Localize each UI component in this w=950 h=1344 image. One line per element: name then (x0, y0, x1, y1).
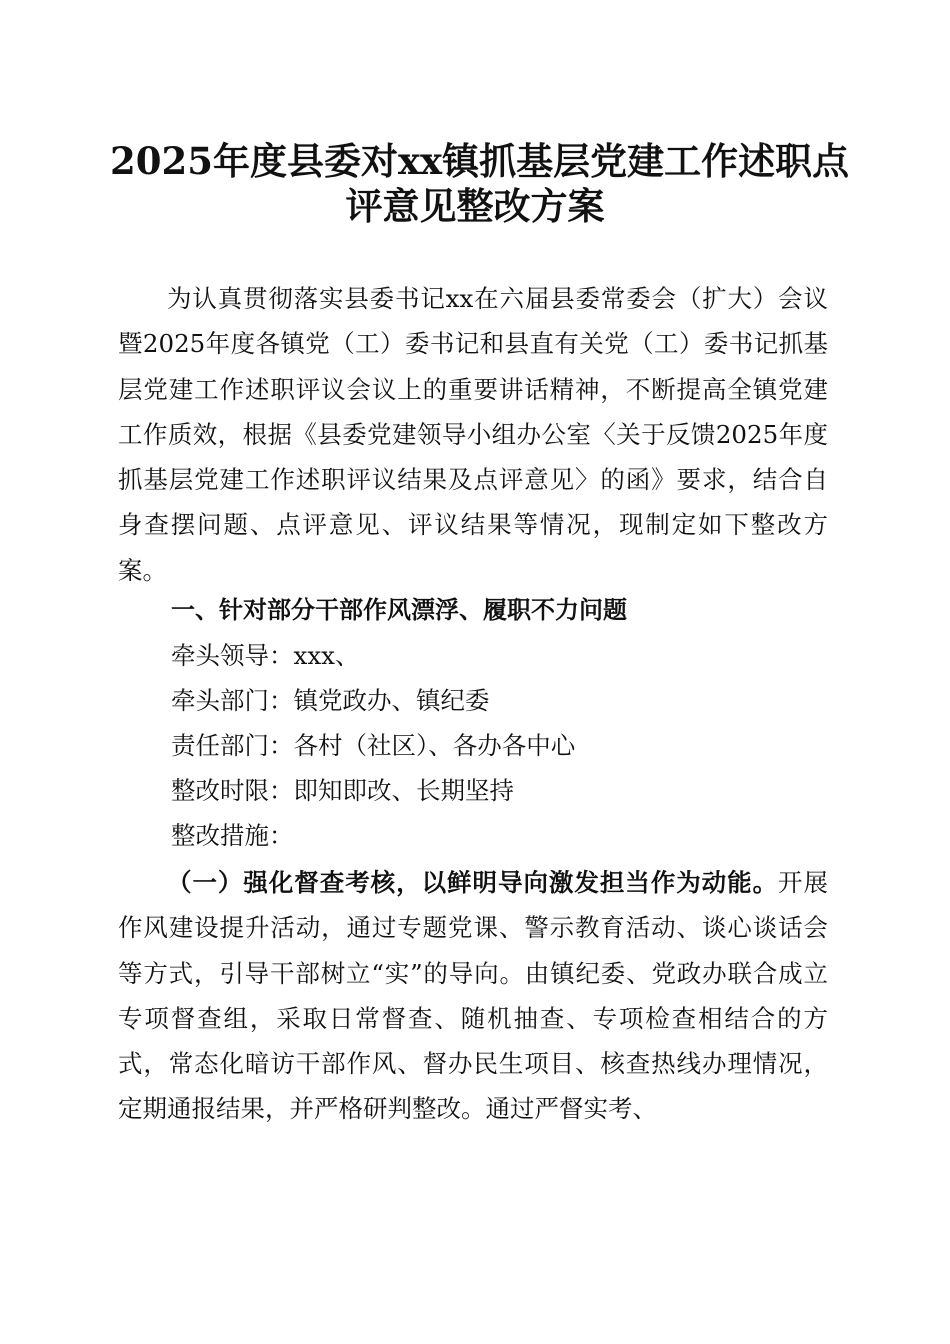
lead-leader: 牵头领导：xxx、 (171, 641, 360, 670)
intro-paragraph: 为认真贯彻落实县委书记xx在六届县委常委会（扩大）会议暨2025年度各镇党（工）委书记和县直有关党（工）委书记抓基层党建工作述职评议会议上的重要讲话精神，不断提高全镇党建工作质效，根据《县委党建领导小组办公室〈关于反馈2025年度抓基层党建工作述职评议结果及点评意见〉的函》要求，结合自身查摆问题、点评意见、评议结果等情况，现制定如下整改方案。 (118, 284, 828, 585)
rectification-deadline: 整改时限：即知即改、长期坚持 (171, 776, 514, 805)
section-1-heading: 一、针对部分干部作风漂浮、履职不力问题 (171, 596, 627, 624)
measure-1-body: 开展作风建设提升活动，通过专题党课、警示教育活动、谈心谈话会等方式，引导干部树立“实”的导向。由镇纪委、党政办联合成立专项督查组，采取日常督查、随机抽查、专项检查相结合的方式，常态化暗访干部作风、督办民生项目、核查热线办理情况，定期通报结果，并严格研判整改。通过严督实考、 (118, 868, 829, 1124)
measures-label: 整改措施： (171, 821, 294, 850)
document-title-line-2: 评意见整改方案 (345, 184, 605, 228)
lead-department: 牵头部门：镇党政办、镇纪委 (171, 686, 490, 715)
document-title-line-1: 2025年度县委对xx镇抓基层党建工作述职点 (110, 139, 850, 183)
responsible-department: 责任部门：各村（社区）、各办各中心 (171, 731, 576, 760)
measure-1-title: （一）强化督查考核，以鲜明导向激发担当作为动能。 (167, 868, 779, 897)
measure-1-paragraph (118, 860, 828, 1132)
